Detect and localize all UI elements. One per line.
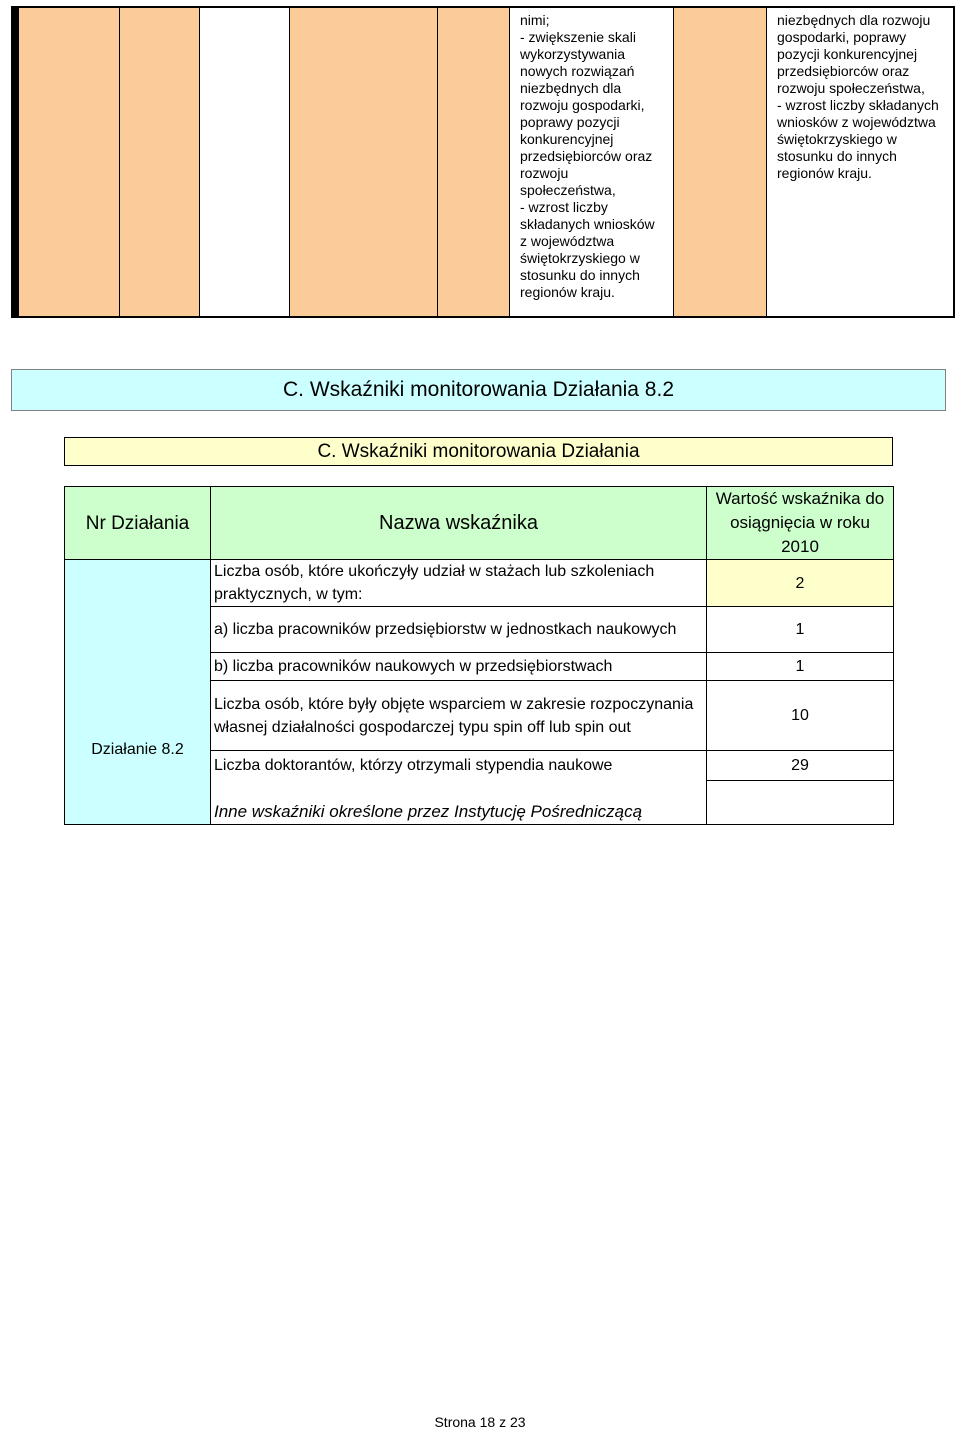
header-target-value: Wartość wskaźnika do osiągnięcia w roku 2010 (707, 487, 894, 560)
table-title: C. Wskaźniki monitorowania Działania (64, 437, 893, 466)
indicator-value: 1 (707, 607, 894, 653)
continuation-cell-1 (13, 8, 120, 316)
indicators-table (64, 486, 894, 825)
indicator-value: 1 (707, 653, 894, 681)
continuation-cell-4 (290, 8, 438, 316)
indicator-name: b) liczba pracowników naukowych w przedsiębiorstwach (211, 653, 707, 681)
continuation-cell-3 (200, 8, 290, 316)
continuation-cell-effects-left: nimi; - zwiększenie skali wykorzystywania nowych rozwiązań niezbędnych dla rozwoju gospodarki, poprawy pozycji konkurencyjnej przedsiębiorców oraz rozwoju społeczeństwa, - wzrost liczby składanych wniosków z województwa świętokrzyskiego w stosunku do innych regionów kraju. (510, 8, 674, 316)
action-number-cell (65, 560, 211, 825)
indicator-name: a) liczba pracowników przedsiębiorstw w jednostkach naukowych (211, 607, 707, 653)
indicator-value: 29 (707, 751, 894, 781)
action-number: Działanie 8.2 (91, 740, 184, 758)
continuation-cell-5 (438, 8, 510, 316)
header-action-number: Nr Działania (65, 487, 211, 560)
header-indicator-name: Nazwa wskaźnika (211, 487, 707, 560)
indicator-name: Inne wskaźniki określone przez Instytucję Pośredniczącą (211, 781, 707, 825)
page-number: Strona 18 z 23 (434, 1414, 526, 1430)
indicator-value: 2 (707, 560, 894, 607)
indicator-name: Liczba doktorantów, którzy otrzymali stypendia naukowe (211, 751, 707, 781)
table-row (65, 560, 894, 607)
continuation-cell-effects-right: niezbędnych dla rozwoju gospodarki, poprawy pozycji konkurencyjnej przedsiębiorców oraz rozwoju społeczeństwa, - wzrost liczby składanych wniosków z województwa świętokrzyskiego w stosunku do innych regionów kraju. (767, 8, 947, 316)
continuation-cell-2 (120, 8, 200, 316)
indicator-value (707, 781, 894, 825)
continuation-cell-7 (674, 8, 767, 316)
indicator-name: Liczba osób, które ukończyły udział w stażach lub szkoleniach praktycznych, w tym: (211, 560, 707, 607)
table-header-row (65, 487, 894, 560)
indicator-name: Liczba osób, które były objęte wsparciem w zakresie rozpoczynania własnej działalności gospodarczej typu spin off lub spin out (211, 681, 707, 751)
section-heading: C. Wskaźniki monitorowania Działania 8.2 (11, 369, 946, 411)
continuation-table (11, 6, 955, 318)
indicator-value: 10 (707, 681, 894, 751)
